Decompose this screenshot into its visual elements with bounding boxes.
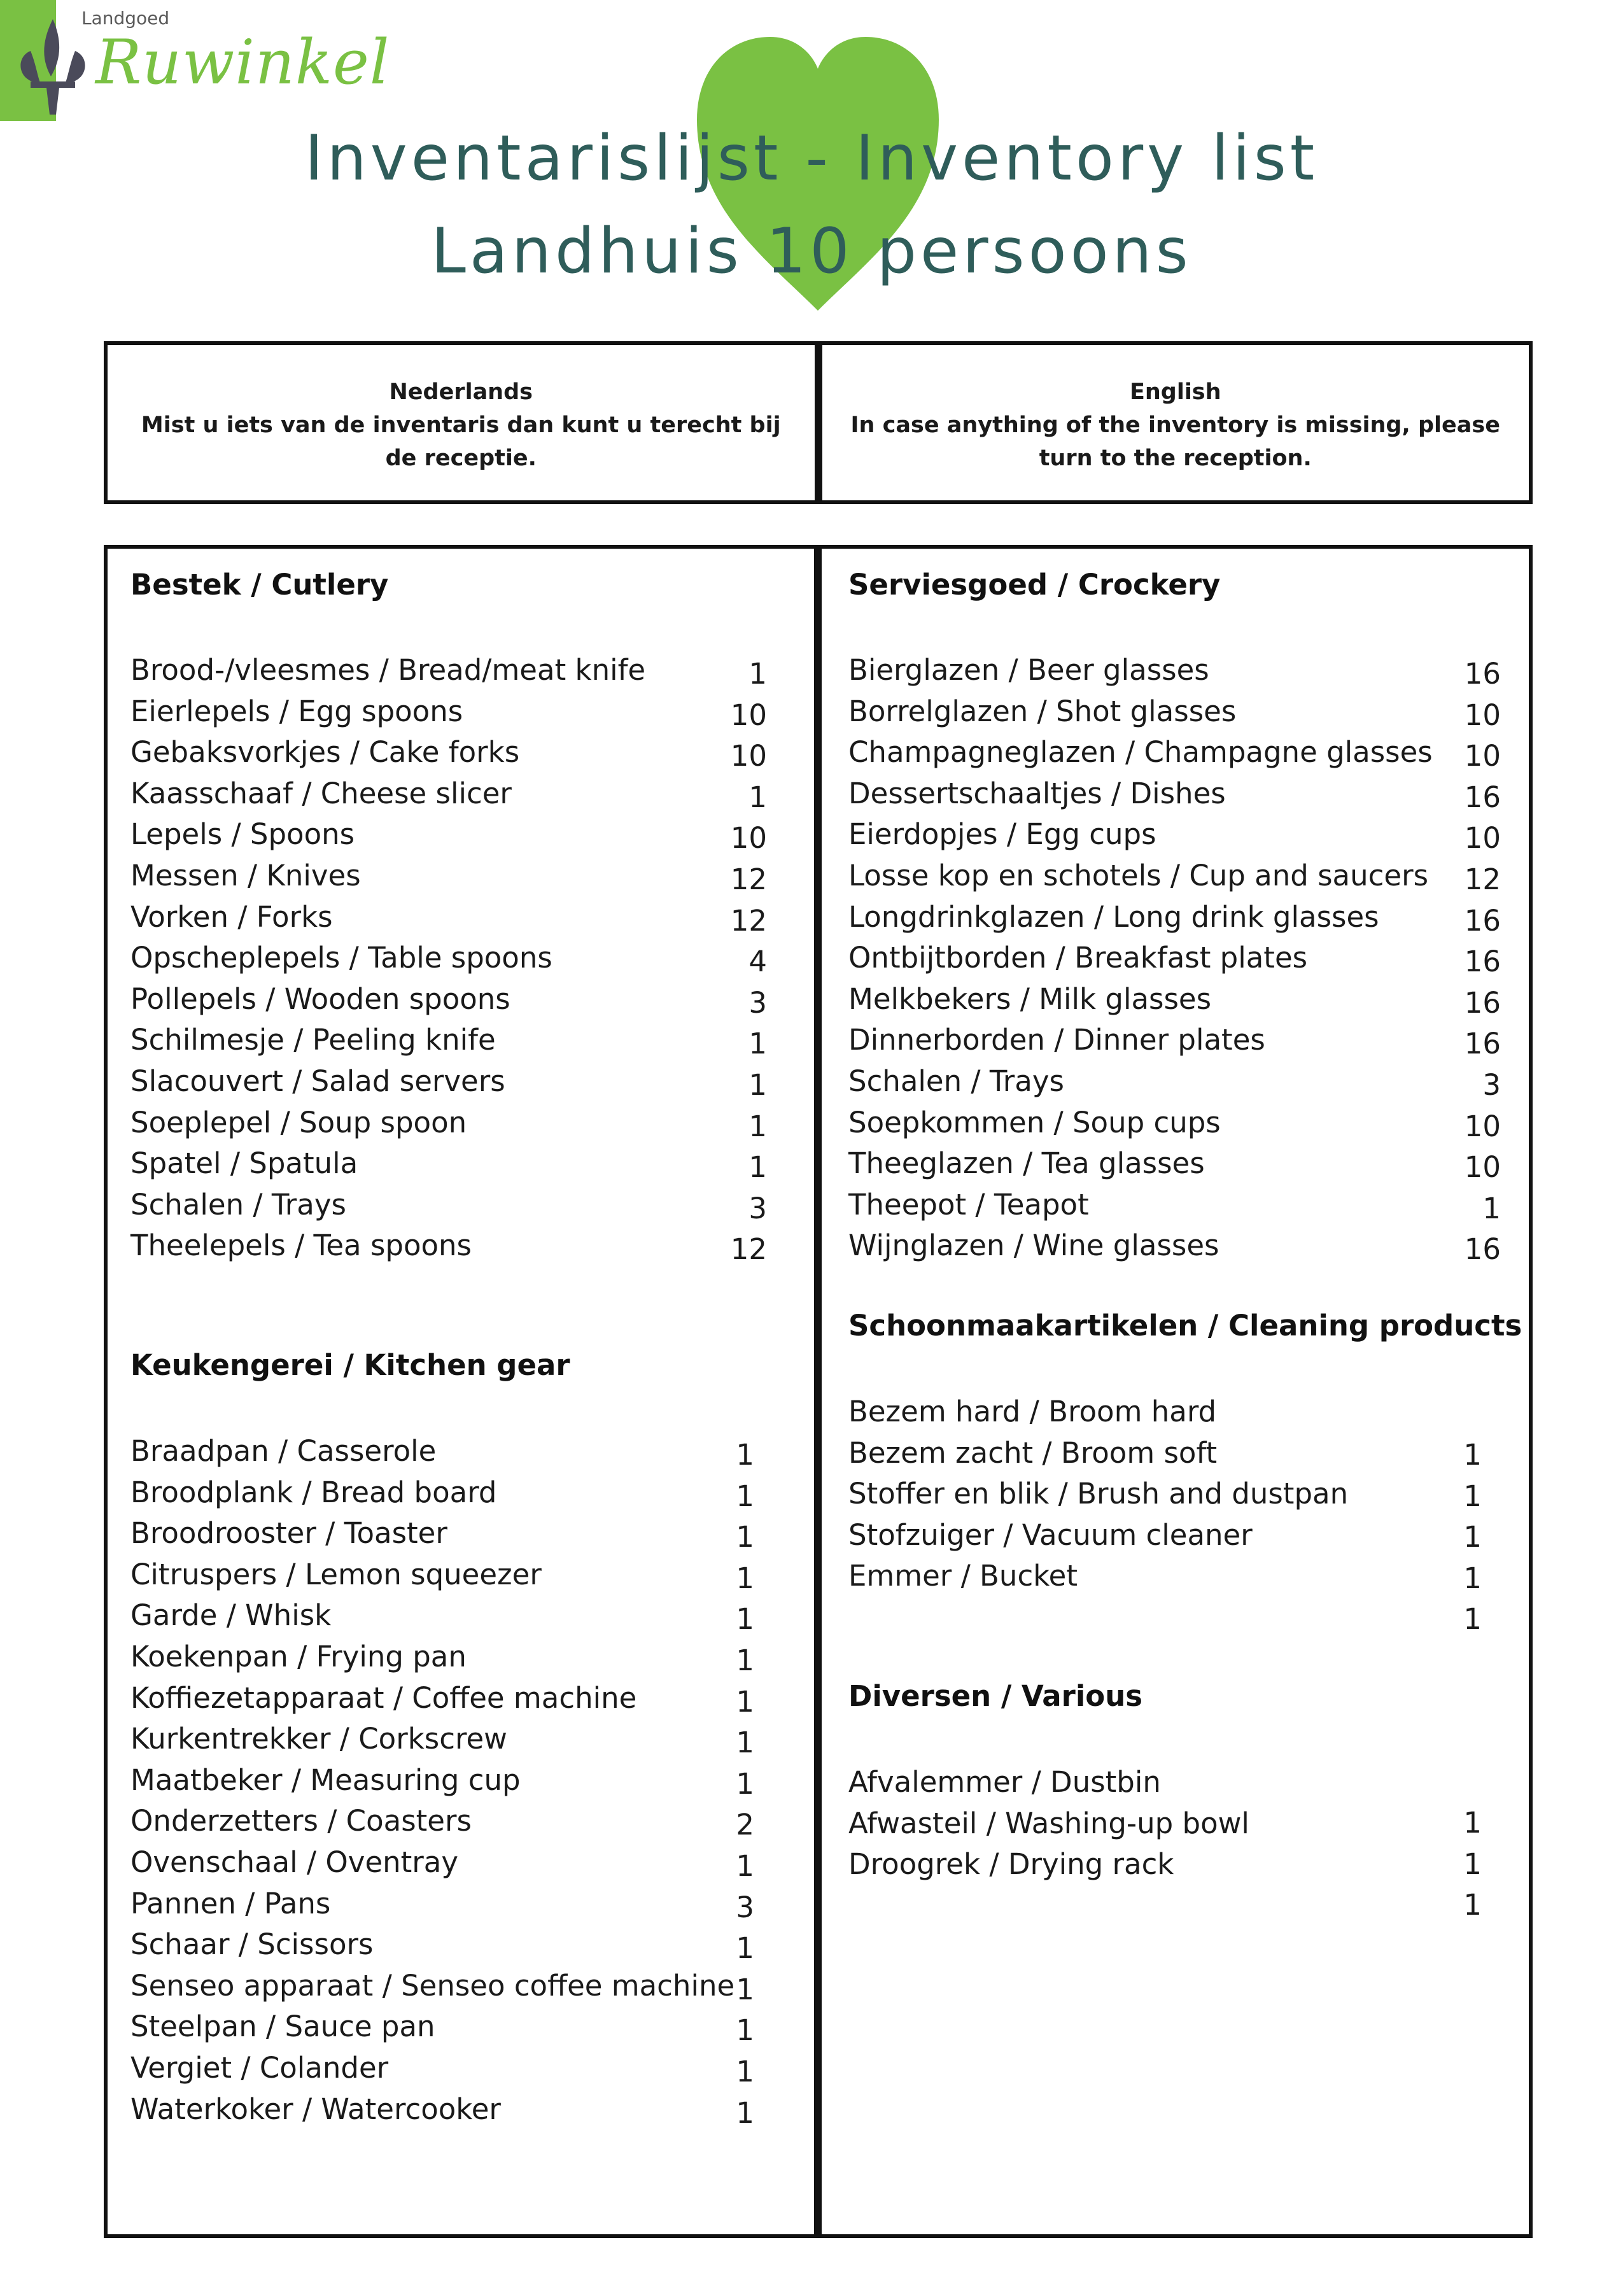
item-quantity: 1 <box>736 1520 754 1554</box>
item-name: Borrelglazen / Shot glasses <box>848 694 1237 728</box>
inventory-row <box>130 773 767 814</box>
inventory-row <box>848 1102 1501 1143</box>
info-box <box>104 341 1533 504</box>
inventory-row <box>130 1185 767 1225</box>
item-name: Droogrek / Drying rack <box>848 1847 1174 1882</box>
item-name: Theepot / Teapot <box>848 1187 1089 1222</box>
inventory-row <box>848 691 1501 732</box>
item-name: Vergiet / Colander <box>130 2051 389 2085</box>
inventory-row <box>848 1844 1482 1885</box>
info-dutch <box>108 345 822 500</box>
item-quantity: 10 <box>730 821 767 856</box>
item-quantity: 10 <box>1464 821 1501 856</box>
item-quantity: 12 <box>730 1232 767 1267</box>
inventory-row <box>848 979 1501 1020</box>
item-quantity: 1 <box>736 1766 754 1801</box>
item-name: Broodrooster / Toaster <box>130 1516 447 1551</box>
inventory-row <box>848 1803 1482 1844</box>
item-quantity: 1 <box>736 1644 754 1677</box>
inventory-row <box>130 650 767 691</box>
item-name: Champagneglazen / Champagne glasses <box>848 735 1433 770</box>
inventory-row <box>130 2006 754 2047</box>
page-title-line1: Inventarislijst - Inventory list <box>304 122 1319 195</box>
item-quantity: 1 <box>736 1972 754 2006</box>
item-quantity: 1 <box>736 1726 754 1760</box>
item-name: Wijnglazen / Wine glasses <box>848 1229 1219 1263</box>
fleur-de-lis-icon <box>5 13 101 121</box>
item-quantity: 1 <box>736 1849 754 1883</box>
item-name: Kurkentrekker / Corkscrew <box>130 1722 507 1756</box>
item-name: Emmer / Bucket <box>848 1559 1078 1593</box>
item-name: Stofzuiger / Vacuum cleaner <box>848 1518 1253 1552</box>
item-name: Maatbeker / Measuring cup <box>130 1763 521 1797</box>
inventory-row <box>130 1801 754 1842</box>
inventory-row <box>130 1020 767 1060</box>
item-name: Eierlepels / Egg spoons <box>130 694 463 728</box>
item-quantity: 1 <box>1463 1888 1482 1922</box>
info-english-heading: English <box>1129 379 1221 405</box>
inventory-row <box>130 1225 767 1266</box>
item-quantity: 1 <box>1463 1806 1482 1840</box>
item-quantity: 1 <box>748 1109 767 1143</box>
item-quantity: 3 <box>1482 1068 1501 1102</box>
item-quantity: 10 <box>730 698 767 732</box>
inventory-row <box>130 691 767 732</box>
inventory-row <box>848 1433 1482 1474</box>
item-quantity: 1 <box>736 1561 754 1595</box>
item-name: Opscheplepels / Table spoons <box>130 941 552 975</box>
item-name: Stoffer en blik / Brush and dustpan <box>848 1477 1349 1511</box>
item-name: Koekenpan / Frying pan <box>130 1640 467 1673</box>
item-quantity: 4 <box>748 945 767 979</box>
inventory-row <box>130 979 767 1020</box>
inventory-row <box>130 1595 754 1636</box>
inventory-row <box>130 897 767 938</box>
item-name: Gebaksvorkjes / Cake forks <box>130 735 520 770</box>
item-quantity: 1 <box>1463 1520 1482 1554</box>
inventory-row <box>130 1924 754 1965</box>
inventory-row <box>130 1966 754 2006</box>
inventory-row <box>848 856 1501 896</box>
inventory-row <box>848 1391 1482 1432</box>
item-quantity: 1 <box>736 2013 754 2048</box>
item-name: Kaasschaaf / Cheese slicer <box>130 776 512 810</box>
inventory-row <box>848 1020 1501 1060</box>
inventory-row <box>130 1760 754 1801</box>
item-name: Longdrinkglazen / Long drink glasses <box>848 899 1379 934</box>
inventory-row <box>130 1102 767 1143</box>
inventory-row <box>130 1513 754 1554</box>
inventory-row <box>130 1143 767 1184</box>
inventory-row <box>848 1762 1482 1803</box>
item-quantity: 16 <box>1464 657 1501 691</box>
inventory-row <box>130 1678 754 1719</box>
logo-script-text: Ruwinkel <box>95 27 390 98</box>
item-quantity: 1 <box>736 1438 754 1472</box>
item-name: Bierglazen / Beer glasses <box>848 653 1209 687</box>
item-name: Citruspers / Lemon squeezer <box>130 1557 542 1591</box>
inventory-row <box>130 856 767 896</box>
item-name: Afvalemmer / Dustbin <box>848 1765 1161 1799</box>
logo <box>0 0 390 124</box>
item-quantity: 16 <box>1464 945 1501 979</box>
item-name: Slacouvert / Salad servers <box>130 1064 505 1098</box>
section-title-various: Diversen / Various <box>848 1679 1143 1713</box>
item-quantity: 1 <box>748 1150 767 1185</box>
item-name: Schaar / Scissors <box>130 1927 374 1962</box>
item-quantity: 10 <box>1464 1150 1501 1185</box>
item-name: Garde / Whisk <box>130 1598 332 1633</box>
item-name: Theelepels / Tea spoons <box>130 1229 472 1263</box>
item-name: Onderzetters / Coasters <box>130 1804 472 1838</box>
item-quantity: 1 <box>748 657 767 691</box>
inventory-row <box>848 938 1501 978</box>
item-quantity: 1 <box>1463 1561 1482 1595</box>
inventory-row <box>848 1185 1501 1225</box>
inventory-row <box>130 814 767 855</box>
item-quantity: 1 <box>736 2095 754 2130</box>
item-quantity: 10 <box>1464 698 1501 732</box>
inventory-row <box>848 1061 1501 1102</box>
item-name: Pollepels / Wooden spoons <box>130 982 510 1016</box>
item-quantity: 10 <box>730 739 767 773</box>
item-name: Braadpan / Casserole <box>130 1434 437 1468</box>
item-name: Schalen / Trays <box>848 1064 1064 1098</box>
item-name: Soepkommen / Soup cups <box>848 1105 1221 1139</box>
item-quantity: 1 <box>736 2055 754 2088</box>
item-name: Theeglazen / Tea glasses <box>848 1146 1205 1181</box>
item-name: Melkbekers / Milk glasses <box>848 982 1212 1016</box>
item-name: Senseo apparaat / Senseo coffee machine <box>130 1968 735 2003</box>
item-name: Waterkoker / Watercooker <box>130 2092 501 2126</box>
item-quantity: 1 <box>1463 1438 1482 1472</box>
inventory-row <box>848 732 1501 773</box>
item-quantity: 2 <box>736 1808 754 1842</box>
info-english <box>822 345 1529 500</box>
inventory-row <box>130 1431 754 1472</box>
section-title-crockery: Serviesgoed / Crockery <box>848 568 1221 602</box>
inventory-row <box>130 1472 754 1513</box>
info-english-text: In case anything of the inventory is missing, please turn to the reception. <box>850 412 1500 471</box>
item-name: Brood-/vleesmes / Bread/meat knife <box>130 653 646 687</box>
item-quantity: 1 <box>1482 1191 1501 1225</box>
item-quantity: 16 <box>1464 1232 1501 1267</box>
item-quantity: 3 <box>748 1191 767 1225</box>
item-quantity: 10 <box>1464 1109 1501 1143</box>
item-quantity: 1 <box>748 1027 767 1061</box>
inventory-row <box>130 1061 767 1102</box>
item-name: Spatel / Spatula <box>130 1146 358 1181</box>
item-name: Broodplank / Bread board <box>130 1475 497 1509</box>
inventory-row <box>848 1225 1501 1266</box>
item-quantity: 12 <box>730 863 767 896</box>
item-name: Eierdopjes / Egg cups <box>848 817 1156 852</box>
inventory-row <box>130 2048 754 2088</box>
item-quantity: 16 <box>1464 985 1501 1020</box>
item-quantity: 1 <box>1463 1602 1482 1637</box>
inventory-row <box>130 1554 754 1595</box>
column-divider <box>814 549 822 2234</box>
item-quantity: 1 <box>736 1931 754 1966</box>
inventory-row <box>130 2089 754 2130</box>
item-name: Steelpan / Sauce pan <box>130 2010 435 2044</box>
item-quantity: 1 <box>736 1479 754 1513</box>
item-name: Bezem hard / Broom hard <box>848 1395 1217 1428</box>
inventory-row <box>130 938 767 978</box>
inventory-row <box>848 1556 1482 1596</box>
item-name: Bezem zacht / Broom soft <box>848 1435 1218 1470</box>
item-quantity: 16 <box>1464 1027 1501 1061</box>
item-name: Lepels / Spoons <box>130 817 355 852</box>
item-quantity: 10 <box>1464 739 1501 773</box>
item-name: Schalen / Trays <box>130 1187 346 1222</box>
item-quantity: 12 <box>1464 863 1501 896</box>
item-name: Dessertschaaltjes / Dishes <box>848 776 1226 810</box>
item-quantity: 12 <box>730 903 767 938</box>
item-quantity: 1 <box>736 1602 754 1637</box>
item-quantity: 1 <box>748 1068 767 1102</box>
info-dutch-heading: Nederlands <box>389 379 533 405</box>
item-quantity: 16 <box>1464 903 1501 938</box>
item-quantity: 1 <box>748 780 767 814</box>
inventory-row <box>130 1842 754 1883</box>
item-name: Dinnerborden / Dinner plates <box>848 1023 1265 1057</box>
section-title-cutlery: Bestek / Cutlery <box>130 568 389 602</box>
inventory-row <box>848 650 1501 691</box>
inventory-row <box>848 1515 1482 1556</box>
item-quantity: 3 <box>736 1890 754 1924</box>
logo-small-text: Landgoed <box>81 8 170 29</box>
item-name: Soeplepel / Soup spoon <box>130 1105 467 1139</box>
item-name: Messen / Knives <box>130 859 361 892</box>
item-name: Losse kop en schotels / Cup and saucers <box>848 859 1429 892</box>
inventory-row <box>848 1474 1482 1514</box>
item-quantity: 16 <box>1464 780 1501 814</box>
inventory-row <box>130 1637 754 1677</box>
page-title-line2: Landhuis 10 persoons <box>431 215 1192 288</box>
item-quantity: 1 <box>1463 1847 1482 1881</box>
section-title-kitchen: Keukengerei / Kitchen gear <box>130 1348 570 1382</box>
item-name: Pannen / Pans <box>130 1886 331 1920</box>
info-dutch-text: Mist u iets van de inventaris dan kunt u terecht bij de receptie. <box>141 412 781 471</box>
item-name: Afwasteil / Washing-up bowl <box>848 1806 1249 1840</box>
inventory-row <box>848 814 1501 855</box>
item-name: Schilmesje / Peeling knife <box>130 1023 496 1057</box>
item-quantity: 3 <box>748 985 767 1020</box>
item-name: Vorken / Forks <box>130 899 333 934</box>
item-name: Ontbijtborden / Breakfast plates <box>848 941 1308 975</box>
section-title-cleaning: Schoonmaakartikelen / Cleaning products <box>848 1309 1522 1342</box>
item-name: Ovenschaal / Oventray <box>130 1845 458 1879</box>
inventory-row <box>848 897 1501 938</box>
item-quantity: 1 <box>736 1684 754 1719</box>
inventory-row <box>130 1719 754 1759</box>
inventory-row <box>130 1884 754 1924</box>
inventory-row <box>848 1143 1501 1184</box>
item-name: Koffiezetapparaat / Coffee machine <box>130 1680 637 1715</box>
inventory-row <box>848 773 1501 814</box>
inventory-row <box>130 732 767 773</box>
item-quantity: 1 <box>1463 1479 1482 1513</box>
